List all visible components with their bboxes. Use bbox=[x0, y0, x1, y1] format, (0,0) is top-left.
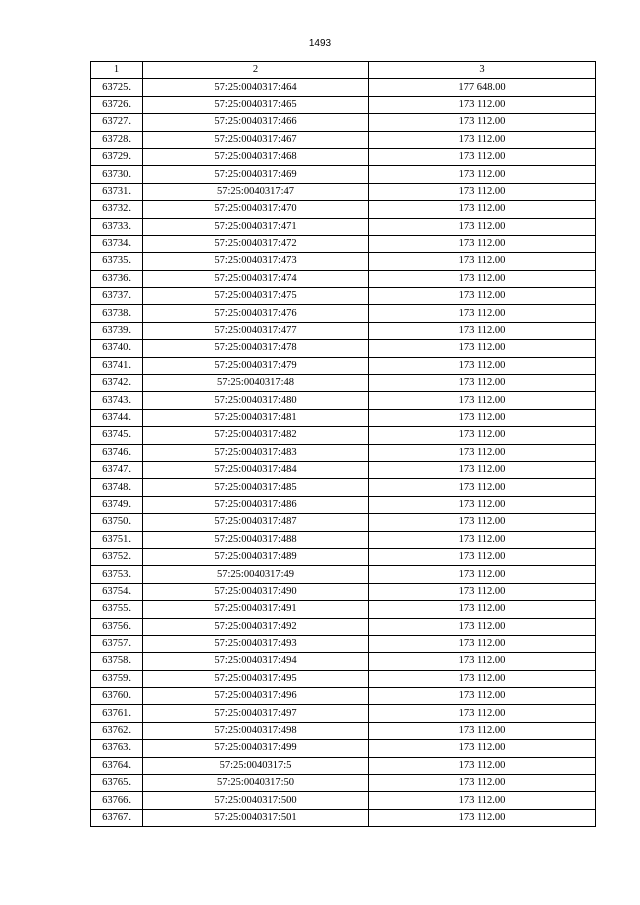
cadastral-number-cell: 57:25:0040317:467 bbox=[143, 131, 369, 148]
cadastral-number-cell: 57:25:0040317:490 bbox=[143, 583, 369, 600]
value-cell: 173 112.00 bbox=[369, 635, 596, 652]
row-number-cell: 63734. bbox=[91, 235, 143, 252]
cadastral-number-cell: 57:25:0040317:489 bbox=[143, 548, 369, 565]
row-number-cell: 63727. bbox=[91, 114, 143, 131]
cadastral-number-cell: 57:25:0040317:479 bbox=[143, 357, 369, 374]
table-row bbox=[91, 305, 596, 322]
value-cell: 173 112.00 bbox=[369, 96, 596, 113]
value-cell: 173 112.00 bbox=[369, 183, 596, 200]
value-cell: 173 112.00 bbox=[369, 357, 596, 374]
cadastral-number-cell: 57:25:0040317:466 bbox=[143, 114, 369, 131]
table-row bbox=[91, 653, 596, 670]
table-row bbox=[91, 375, 596, 392]
page-number: 1493 bbox=[308, 38, 332, 49]
cadastral-number-cell: 57:25:0040317:480 bbox=[143, 392, 369, 409]
cadastral-number-cell: 57:25:0040317:499 bbox=[143, 740, 369, 757]
value-cell: 173 112.00 bbox=[369, 166, 596, 183]
table-row bbox=[91, 618, 596, 635]
row-number-cell: 63726. bbox=[91, 96, 143, 113]
value-cell: 173 112.00 bbox=[369, 409, 596, 426]
value-cell: 173 112.00 bbox=[369, 740, 596, 757]
value-cell: 173 112.00 bbox=[369, 479, 596, 496]
value-cell: 173 112.00 bbox=[369, 566, 596, 583]
table-row bbox=[91, 688, 596, 705]
value-cell: 177 648.00 bbox=[369, 79, 596, 96]
row-number-cell: 63730. bbox=[91, 166, 143, 183]
row-number-cell: 63750. bbox=[91, 514, 143, 531]
value-cell: 173 112.00 bbox=[369, 375, 596, 392]
table-row bbox=[91, 583, 596, 600]
table-row bbox=[91, 340, 596, 357]
cadastral-number-cell: 57:25:0040317:47 bbox=[143, 183, 369, 200]
column-header-2: 2 bbox=[143, 62, 369, 79]
table-row bbox=[91, 427, 596, 444]
table-row bbox=[91, 96, 596, 113]
value-cell: 173 112.00 bbox=[369, 583, 596, 600]
row-number-cell: 63765. bbox=[91, 775, 143, 792]
column-header-3: 3 bbox=[369, 62, 596, 79]
table-row bbox=[91, 548, 596, 565]
table-row bbox=[91, 79, 596, 96]
cadastral-number-cell: 57:25:0040317:49 bbox=[143, 566, 369, 583]
row-number-cell: 63751. bbox=[91, 531, 143, 548]
cadastral-number-cell: 57:25:0040317:473 bbox=[143, 253, 369, 270]
cadastral-number-cell: 57:25:0040317:475 bbox=[143, 288, 369, 305]
value-cell: 173 112.00 bbox=[369, 705, 596, 722]
row-number-cell: 63743. bbox=[91, 392, 143, 409]
cadastral-number-cell: 57:25:0040317:496 bbox=[143, 688, 369, 705]
value-cell: 173 112.00 bbox=[369, 322, 596, 339]
row-number-cell: 63756. bbox=[91, 618, 143, 635]
value-cell: 173 112.00 bbox=[369, 114, 596, 131]
value-cell: 173 112.00 bbox=[369, 392, 596, 409]
cadastral-number-cell: 57:25:0040317:50 bbox=[143, 775, 369, 792]
row-number-cell: 63754. bbox=[91, 583, 143, 600]
row-number-cell: 63729. bbox=[91, 148, 143, 165]
value-cell: 173 112.00 bbox=[369, 601, 596, 618]
cadastral-number-cell: 57:25:0040317:471 bbox=[143, 218, 369, 235]
row-number-cell: 63748. bbox=[91, 479, 143, 496]
table-row bbox=[91, 601, 596, 618]
row-number-cell: 63738. bbox=[91, 305, 143, 322]
row-number-cell: 63755. bbox=[91, 601, 143, 618]
value-cell: 173 112.00 bbox=[369, 340, 596, 357]
row-number-cell: 63733. bbox=[91, 218, 143, 235]
row-number-cell: 63764. bbox=[91, 757, 143, 774]
value-cell: 173 112.00 bbox=[369, 775, 596, 792]
value-cell: 173 112.00 bbox=[369, 131, 596, 148]
cadastral-number-cell: 57:25:0040317:485 bbox=[143, 479, 369, 496]
table-row bbox=[91, 201, 596, 218]
cadastral-number-cell: 57:25:0040317:481 bbox=[143, 409, 369, 426]
table-row bbox=[91, 131, 596, 148]
cadastral-number-cell: 57:25:0040317:465 bbox=[143, 96, 369, 113]
table-row bbox=[91, 740, 596, 757]
cadastral-number-cell: 57:25:0040317:487 bbox=[143, 514, 369, 531]
table-row bbox=[91, 496, 596, 513]
cadastral-number-cell: 57:25:0040317:493 bbox=[143, 635, 369, 652]
value-cell: 173 112.00 bbox=[369, 548, 596, 565]
row-number-cell: 63759. bbox=[91, 670, 143, 687]
row-number-cell: 63739. bbox=[91, 322, 143, 339]
row-number-cell: 63732. bbox=[91, 201, 143, 218]
value-cell: 173 112.00 bbox=[369, 288, 596, 305]
cadastral-number-cell: 57:25:0040317:464 bbox=[143, 79, 369, 96]
table-row bbox=[91, 322, 596, 339]
value-cell: 173 112.00 bbox=[369, 235, 596, 252]
row-number-cell: 63757. bbox=[91, 635, 143, 652]
cadastral-number-cell: 57:25:0040317:488 bbox=[143, 531, 369, 548]
row-number-cell: 63762. bbox=[91, 722, 143, 739]
row-number-cell: 63758. bbox=[91, 653, 143, 670]
row-number-cell: 63740. bbox=[91, 340, 143, 357]
table-row bbox=[91, 514, 596, 531]
row-number-cell: 63742. bbox=[91, 375, 143, 392]
value-cell: 173 112.00 bbox=[369, 722, 596, 739]
table-row bbox=[91, 722, 596, 739]
table-row bbox=[91, 270, 596, 287]
cadastral-number-cell: 57:25:0040317:495 bbox=[143, 670, 369, 687]
value-cell: 173 112.00 bbox=[369, 514, 596, 531]
table-row bbox=[91, 775, 596, 792]
value-cell: 173 112.00 bbox=[369, 670, 596, 687]
table-row bbox=[91, 253, 596, 270]
row-number-cell: 63725. bbox=[91, 79, 143, 96]
table-row bbox=[91, 531, 596, 548]
row-number-cell: 63731. bbox=[91, 183, 143, 200]
cadastral-number-cell: 57:25:0040317:478 bbox=[143, 340, 369, 357]
cadastral-number-cell: 57:25:0040317:468 bbox=[143, 148, 369, 165]
cadastral-value-table bbox=[90, 61, 596, 827]
value-cell: 173 112.00 bbox=[369, 201, 596, 218]
cadastral-number-cell: 57:25:0040317:477 bbox=[143, 322, 369, 339]
cadastral-number-cell: 57:25:0040317:491 bbox=[143, 601, 369, 618]
value-cell: 173 112.00 bbox=[369, 531, 596, 548]
table-header-row bbox=[91, 62, 596, 79]
table-row bbox=[91, 809, 596, 826]
value-cell: 173 112.00 bbox=[369, 809, 596, 826]
row-number-cell: 63746. bbox=[91, 444, 143, 461]
row-number-cell: 63749. bbox=[91, 496, 143, 513]
table-row bbox=[91, 635, 596, 652]
cadastral-number-cell: 57:25:0040317:492 bbox=[143, 618, 369, 635]
table-row bbox=[91, 461, 596, 478]
value-cell: 173 112.00 bbox=[369, 496, 596, 513]
cadastral-number-cell: 57:25:0040317:472 bbox=[143, 235, 369, 252]
value-cell: 173 112.00 bbox=[369, 444, 596, 461]
table-row bbox=[91, 166, 596, 183]
cadastral-number-cell: 57:25:0040317:5 bbox=[143, 757, 369, 774]
row-number-cell: 63752. bbox=[91, 548, 143, 565]
cadastral-number-cell: 57:25:0040317:498 bbox=[143, 722, 369, 739]
table-row bbox=[91, 114, 596, 131]
value-cell: 173 112.00 bbox=[369, 305, 596, 322]
table-row bbox=[91, 148, 596, 165]
row-number-cell: 63735. bbox=[91, 253, 143, 270]
table-row bbox=[91, 357, 596, 374]
cadastral-number-cell: 57:25:0040317:494 bbox=[143, 653, 369, 670]
cadastral-number-cell: 57:25:0040317:486 bbox=[143, 496, 369, 513]
value-cell: 173 112.00 bbox=[369, 757, 596, 774]
value-cell: 173 112.00 bbox=[369, 792, 596, 809]
value-cell: 173 112.00 bbox=[369, 618, 596, 635]
cadastral-number-cell: 57:25:0040317:469 bbox=[143, 166, 369, 183]
cadastral-number-cell: 57:25:0040317:497 bbox=[143, 705, 369, 722]
cadastral-number-cell: 57:25:0040317:501 bbox=[143, 809, 369, 826]
table-row bbox=[91, 235, 596, 252]
table-row bbox=[91, 670, 596, 687]
value-cell: 173 112.00 bbox=[369, 218, 596, 235]
cadastral-number-cell: 57:25:0040317:482 bbox=[143, 427, 369, 444]
row-number-cell: 63737. bbox=[91, 288, 143, 305]
value-cell: 173 112.00 bbox=[369, 653, 596, 670]
value-cell: 173 112.00 bbox=[369, 427, 596, 444]
cadastral-number-cell: 57:25:0040317:48 bbox=[143, 375, 369, 392]
row-number-cell: 63763. bbox=[91, 740, 143, 757]
cadastral-number-cell: 57:25:0040317:474 bbox=[143, 270, 369, 287]
cadastral-number-cell: 57:25:0040317:476 bbox=[143, 305, 369, 322]
cadastral-number-cell: 57:25:0040317:484 bbox=[143, 461, 369, 478]
row-number-cell: 63747. bbox=[91, 461, 143, 478]
cadastral-number-cell: 57:25:0040317:483 bbox=[143, 444, 369, 461]
row-number-cell: 63766. bbox=[91, 792, 143, 809]
value-cell: 173 112.00 bbox=[369, 270, 596, 287]
table-row bbox=[91, 392, 596, 409]
row-number-cell: 63736. bbox=[91, 270, 143, 287]
row-number-cell: 63728. bbox=[91, 131, 143, 148]
table-row bbox=[91, 218, 596, 235]
table-row bbox=[91, 409, 596, 426]
cadastral-number-cell: 57:25:0040317:500 bbox=[143, 792, 369, 809]
table-row bbox=[91, 479, 596, 496]
value-cell: 173 112.00 bbox=[369, 253, 596, 270]
row-number-cell: 63767. bbox=[91, 809, 143, 826]
value-cell: 173 112.00 bbox=[369, 461, 596, 478]
table-row bbox=[91, 183, 596, 200]
table-row bbox=[91, 566, 596, 583]
value-cell: 173 112.00 bbox=[369, 688, 596, 705]
value-cell: 173 112.00 bbox=[369, 148, 596, 165]
table-row bbox=[91, 444, 596, 461]
table-row bbox=[91, 705, 596, 722]
table-body bbox=[91, 79, 596, 827]
table-row bbox=[91, 792, 596, 809]
row-number-cell: 63760. bbox=[91, 688, 143, 705]
column-header-1: 1 bbox=[91, 62, 143, 79]
row-number-cell: 63761. bbox=[91, 705, 143, 722]
row-number-cell: 63745. bbox=[91, 427, 143, 444]
table-row bbox=[91, 757, 596, 774]
cadastral-number-cell: 57:25:0040317:470 bbox=[143, 201, 369, 218]
row-number-cell: 63741. bbox=[91, 357, 143, 374]
row-number-cell: 63753. bbox=[91, 566, 143, 583]
table-row bbox=[91, 288, 596, 305]
row-number-cell: 63744. bbox=[91, 409, 143, 426]
